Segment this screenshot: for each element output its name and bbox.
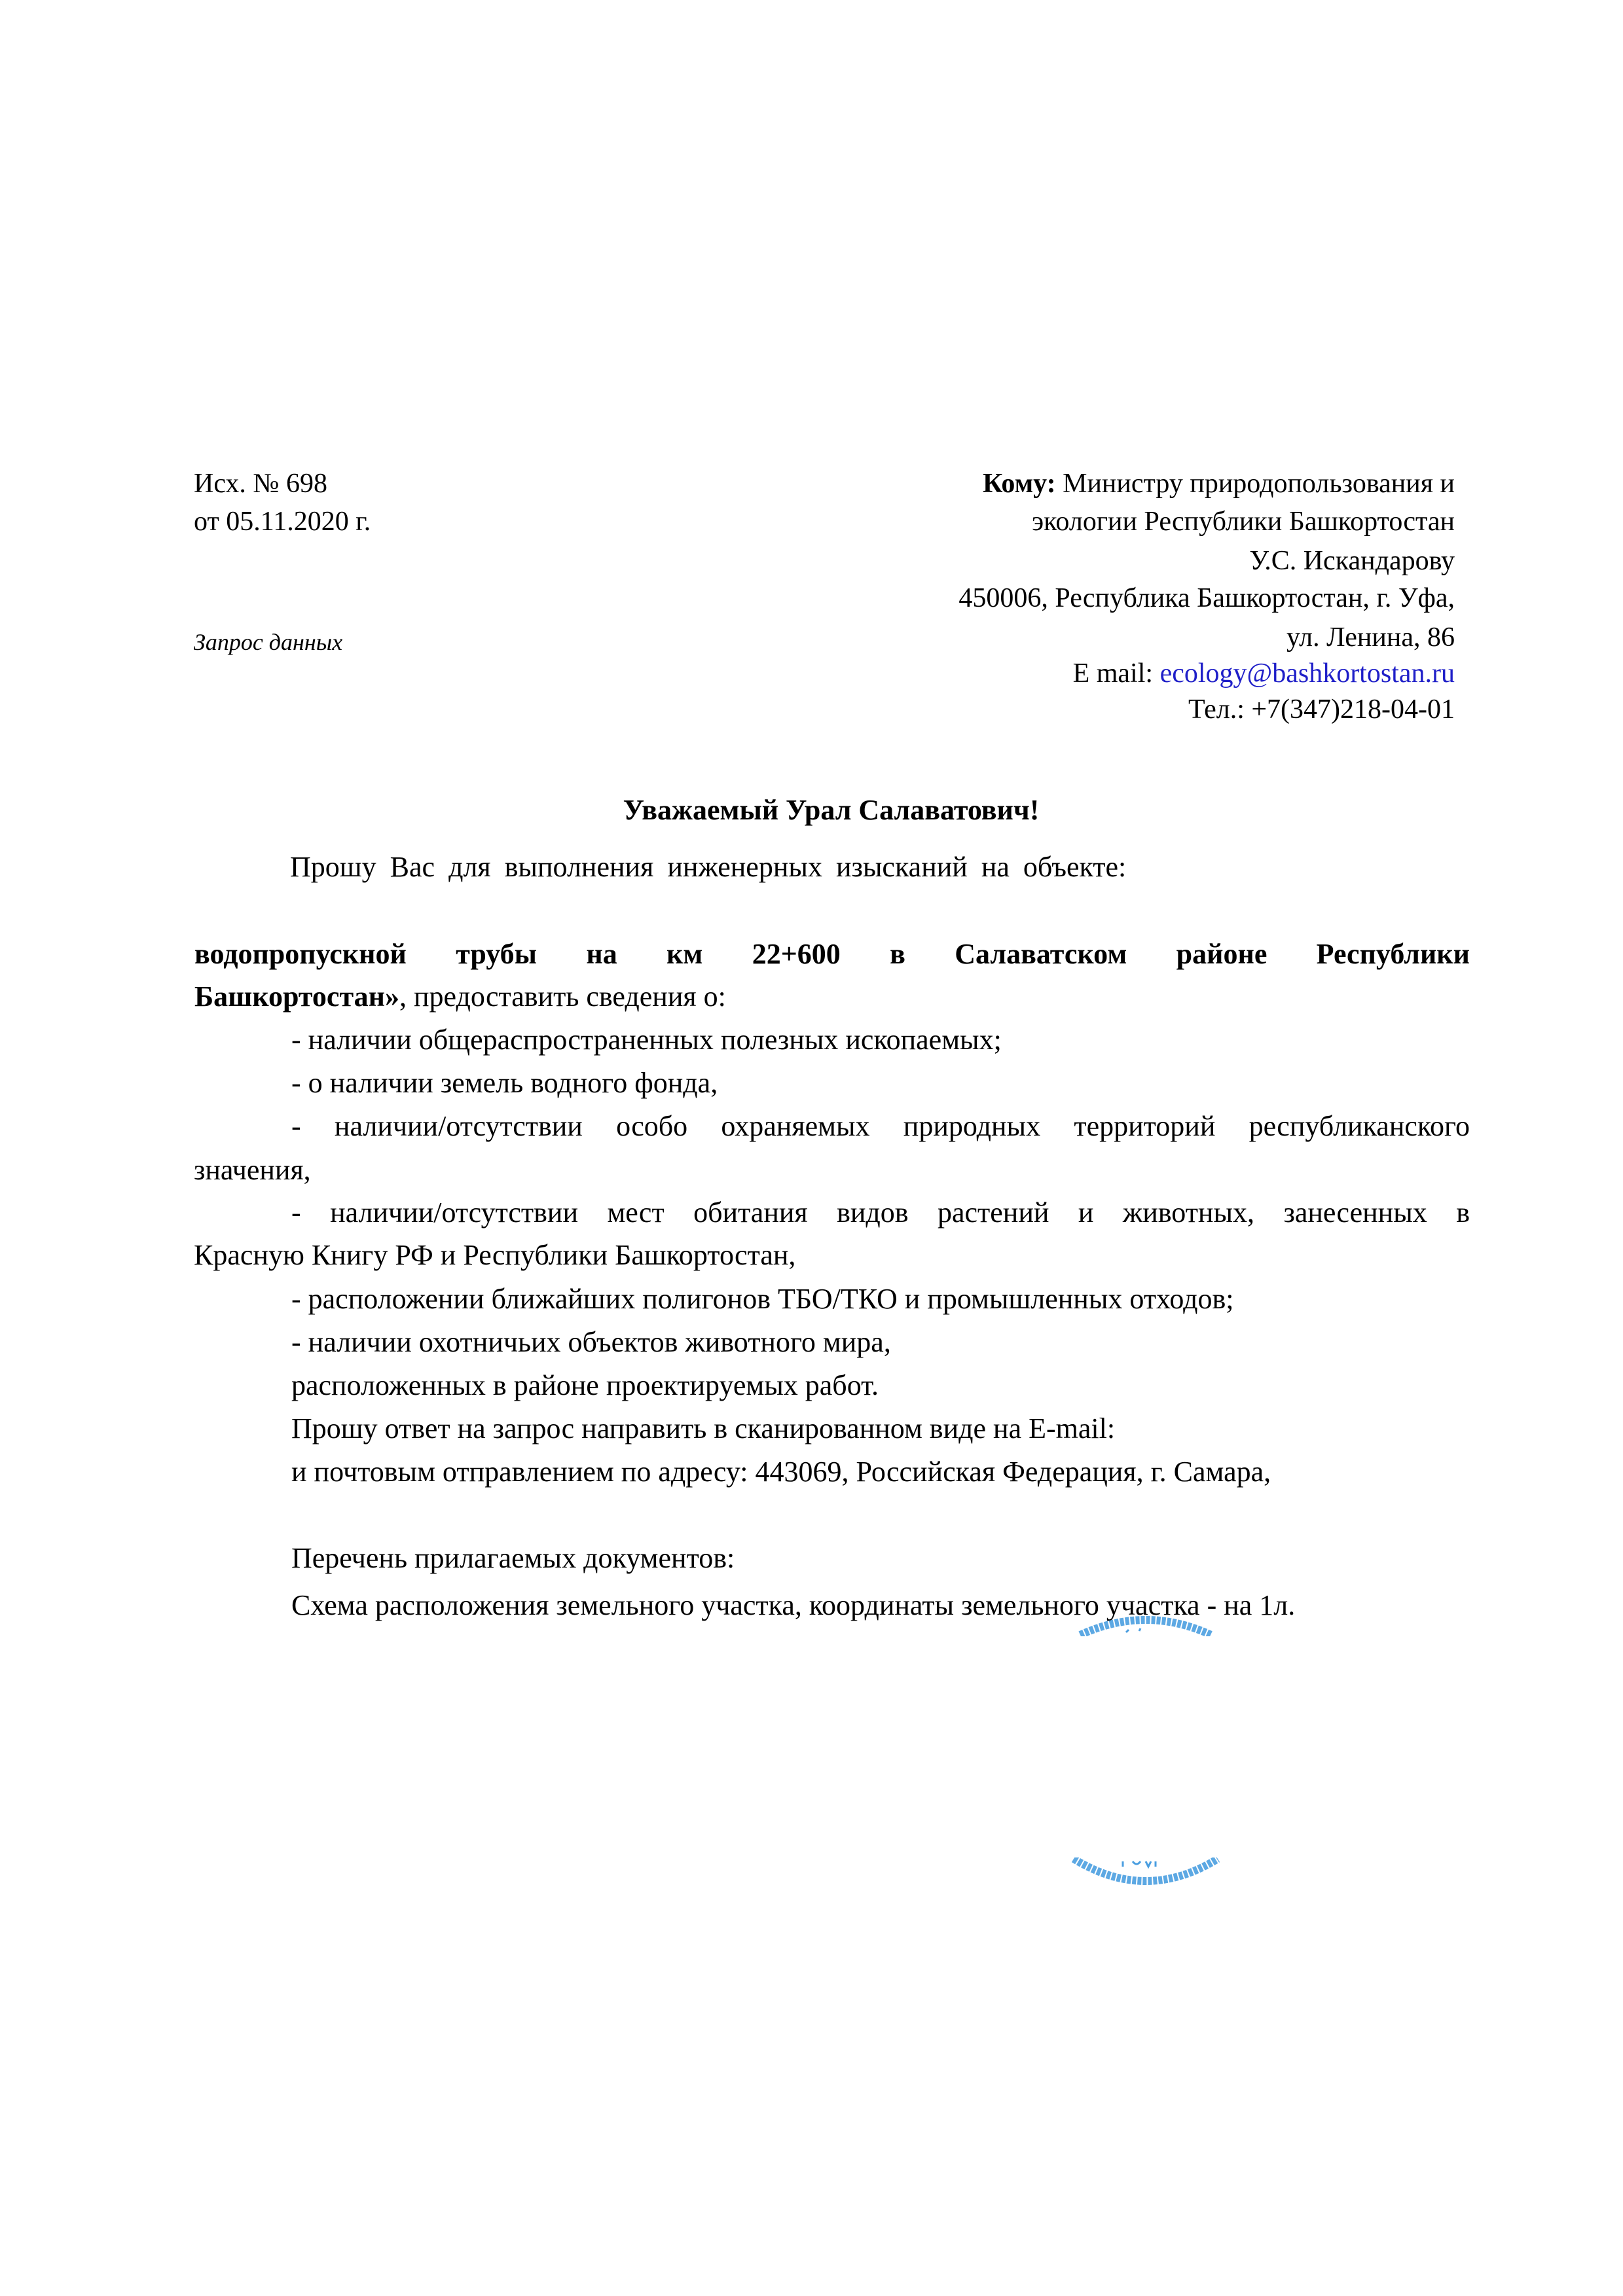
intro-paragraph: Прошу Вас для выполнения инженерных изысканий на объекте: [290,851,1127,883]
attachments-title: Перечень прилагаемых документов: [291,1542,735,1574]
list-item: - наличии охотничьих объектов животного мира, [291,1326,891,1358]
letter-date: от 05.11.2020 г. [194,507,371,537]
list-item: - расположении ближайших полигонов ТБО/ТКО и промышленных отходов; [291,1283,1234,1315]
reply-request: Прошу ответ на запрос направить в сканированном виде на E-mail: [291,1412,1116,1444]
list-item-continuation: значения, [194,1154,311,1186]
recipient-line1 [983,470,1455,497]
object-region: Башкортостан» [194,980,399,1013]
list-item: - наличии/отсутствии мест обитания видов растений и животных, занесенных в [291,1196,1470,1229]
object-line2 [194,982,726,1011]
list-item-continuation: Красную Книгу РФ и Республики Башкортостан, [194,1239,796,1271]
greeting: Уважаемый Урал Салаватович! [623,794,1040,826]
recipient-label: Кому: [983,469,1056,499]
object-request: , предоставить сведения о: [399,980,726,1013]
object-line1: водопропускной трубы на км 22+600 в Салаватском районе Республики [194,938,1470,970]
recipient-email-line [1073,660,1455,687]
recipient-line2: экологии Республики Башкортостан [1032,507,1455,537]
list-item: - наличии общераспространенных полезных ископаемых; [291,1024,1002,1056]
attachments-list: Схема расположения земельного участка, координаты земельного участка - на 1л. [291,1589,1296,1621]
email-link[interactable]: ecology@bashkortostan.ru [1159,658,1455,689]
recipient-address1: 450006, Республика Башкортостан, г. Уфа, [958,583,1455,613]
list-item: - о наличии земель водного фонда, [291,1067,718,1099]
outgoing-number: Исх. № 698 [194,469,327,499]
recipient-address2: ул. Ленина, 86 [1286,622,1455,653]
list-item: - наличии/отсутствии особо охраняемых природных территорий республиканского [291,1110,1470,1142]
recipient-title: Министру природопользования и [1063,469,1455,499]
stamp-bottom-fragment [1061,1857,1231,1890]
list-item-continuation: расположенных в районе проектируемых работ. [291,1369,879,1401]
recipient-phone: Тел.: +7(347)218-04-01 [1188,694,1455,725]
stamp-top-fragment [1061,1610,1231,1636]
letter-subject: Запрос данных [194,629,343,655]
recipient-name: У.С. Искандарову [1249,546,1455,576]
email-label: E mail: [1072,658,1160,689]
postal-address: и почтовым отправлением по адресу: 443069, Российская Федерация, г. Самара, [291,1456,1271,1488]
